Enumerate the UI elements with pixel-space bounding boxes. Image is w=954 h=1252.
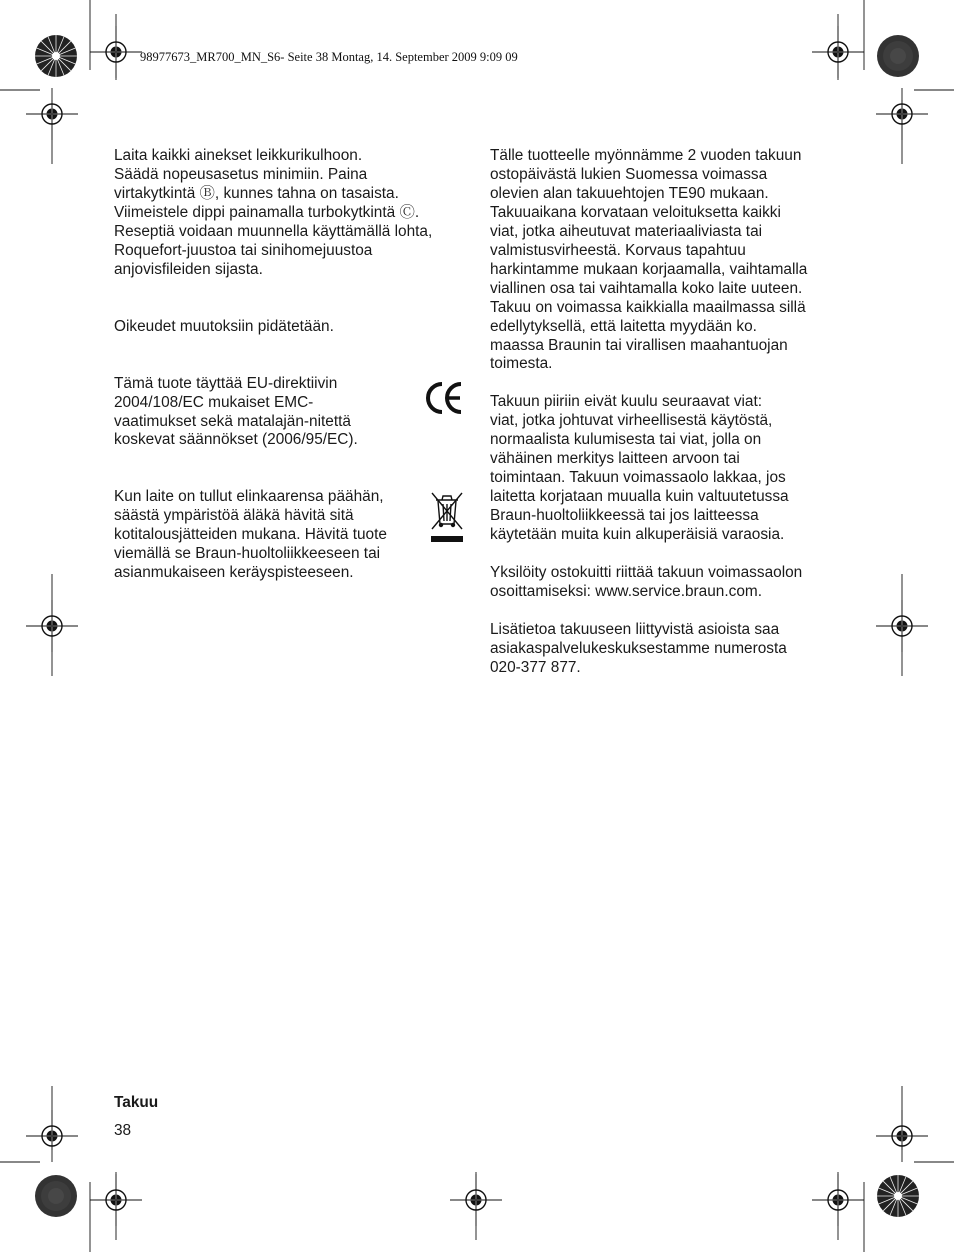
- page-number: 38: [114, 1122, 132, 1139]
- recipe-paragraph: Laita kaikki ainekset leikkurikulhoon. Säädä nopeusasetus minimiin. Paina virtakytkintä Ⓑ, kunnes tahna on tasaista. Viimeistele dippi painamalla turbokytkintä Ⓒ. Reseptiä voidaan muunnella käyttämällä lohta, Roquefort-juustoa tai sinihomejuustoa anjovisfileiden sijasta.: [114, 147, 433, 278]
- more-info-paragraph: Lisätietoa takuuseen liittyvistä asioista saa asiakaspalvelukeskuksestamme numerosta 020-377 877.: [490, 620, 787, 676]
- ce-mark-icon: [425, 380, 465, 416]
- warranty-exclusions-paragraph: Takuun piiriin eivät kuulu seuraavat viat: viat, jotka johtuvat virheellisestä käytöstä, normaalista kulumisesta tai viat, jolla on vähäinen merkitys laitteen arvoon tai toimintaan. Takuun voimassaolo lakkaa, jos laitetta korjataan muualla kuin valtuutetussa Braun-huoltoliikkeessä tai jos laitteessa käytetään muita kuin alkuperäisiä varaosia.: [490, 393, 789, 544]
- rights-paragraph: Oikeudet muutoksiin pidätetään.: [114, 317, 334, 335]
- left-column: [114, 147, 464, 583]
- warranty-intro-paragraph: Tälle tuotteelle myönnämme 2 vuoden takuun ostopäivästä lukien Suomessa voimassa olevien alan takuuehtojen TE90 mukaan. Takuuaikana korvataan veloituksetta kaikki viat, jotka aiheutuvat materiaaliviasta tai valmistusvirheestä. Korvaus tapahtuu harkintamme mukaan korjaamalla, vaihtamalla viallinen osa tai vaihtamalla koko laite uuteen. Takuu on voimassa kaikkialla maailmassa sillä edellytyksellä, että laitetta myydään ko. maassa Braunin tai virallisen maahantuojan toimesta.: [490, 147, 808, 373]
- receipt-paragraph: Yksilöity ostokuitti riittää takuun voimassaolon osoittamiseksi: www.service.braun.com.: [490, 564, 803, 601]
- ce-paragraph: Tämä tuote täyttää EU-direktiivin 2004/108/EC mukaiset EMC- vaatimukset sekä matalajän-nitettä koskevat säännökset (2006/95/EC).: [114, 374, 358, 449]
- disposal-paragraph: Kun laite on tullut elinkaarensa päähän, säästä ympäristöä äläkä hävitä sitä kotitalousjätteiden mukana. Hävitä tuote viemällä se Braun-huoltoliikkeeseen tai asianmukaiseen keräyspisteeseen.: [114, 488, 387, 582]
- section-title: Takuu: [114, 1094, 159, 1111]
- print-header: 98977673_MR700_MN_S6- Seite 38 Montag, 14. September 2009 9:09 09: [140, 50, 518, 64]
- crossed-out-bin-icon: [430, 490, 464, 544]
- right-column: [490, 147, 850, 678]
